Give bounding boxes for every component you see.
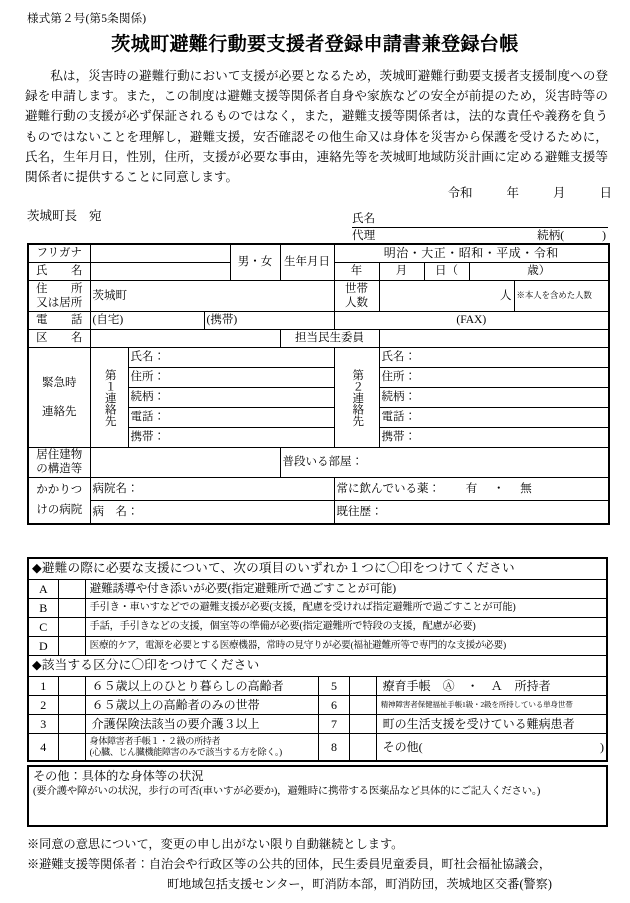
- birthdate-label: 生年月日: [280, 244, 334, 281]
- category-checkbox-8[interactable]: [349, 734, 376, 762]
- category-section-heading: ◆該当する区分に〇印をつけてください: [28, 656, 607, 677]
- household-count-note: ※本人を含めた人数: [514, 281, 609, 312]
- category-num-3: 3: [28, 715, 58, 734]
- medicine-separator: ・: [493, 482, 505, 495]
- category-num-5: 5: [319, 677, 349, 696]
- contact2-address[interactable]: 住所：: [379, 368, 609, 388]
- day-label: 日: [599, 186, 612, 200]
- footnotes: [27, 834, 610, 894]
- category-text-1: ６５歳以上のひとり暮らしの高齢者: [85, 677, 319, 696]
- category-text-6: 精神障害者保健福祉手帳1級・2級を所持している単身世帯: [376, 696, 607, 715]
- regular-medicine-label: 常に飲んでいる薬：: [336, 482, 440, 495]
- category-text-4-line2: (心臓、じん臓機能障害のみで該当する方を除く。): [89, 747, 282, 757]
- support-heading-row: [28, 558, 607, 580]
- page-title: 茨城町避難行動要支援者登録申請書兼登録台帳: [111, 34, 519, 55]
- support-text-a: 避難誘導や付き添いが必要(指定避難所で過ごすことが可能): [85, 580, 607, 599]
- hospital-row-1: [28, 477, 609, 500]
- signature-relation-label: 続柄( ): [537, 229, 606, 242]
- category-text-8-label: その他(: [382, 739, 423, 754]
- category-text-5: 療育手帳 Ⓐ ・ Ａ 所持者: [376, 677, 607, 696]
- category-heading-row: [28, 656, 607, 677]
- form-number: 様式第２号(第5条関係): [27, 13, 147, 25]
- category-checkbox-2[interactable]: [58, 696, 85, 715]
- building-structure-label: 居住建物 の構造等: [28, 448, 90, 478]
- other-condition-hint: (要介護や障がいの状況，歩行の可否(車いすが必要か)，避難時に携帯する医薬品など具体的にご記入ください。): [33, 786, 541, 797]
- support-key-d: D: [28, 637, 58, 656]
- support-text-d: 医療的ケア，電源を必要とする医療機器，常時の見守りが必要(福祉避難所等で専門的な支援が必要): [85, 637, 607, 656]
- address-label: 住 所 又は居所: [28, 281, 90, 312]
- category-row-3: [28, 715, 607, 734]
- footnote-2: ※避難支援等関係者：自治会や行政区等の公共的団体，民生委員児童委員，町社会福祉協議会，: [27, 857, 552, 871]
- category-text-4-line1: 身体障害者手帳１・２級の所持者: [89, 735, 221, 746]
- category-row-2: [28, 696, 607, 715]
- telephone-home-input[interactable]: (自宅): [90, 312, 204, 330]
- addressee: [27, 206, 102, 224]
- other-condition-title: その他：具体的な身体等の状況: [33, 769, 204, 783]
- category-text-4: [85, 734, 319, 762]
- birth-year-label: 年: [334, 263, 379, 281]
- support-and-category-table: [27, 557, 608, 762]
- telephone-mobile-input[interactable]: (携帯): [204, 312, 334, 330]
- welfare-officer-label: 担当民生委員: [280, 330, 379, 348]
- category-text-7: 町の生活支援を受けている難病患者: [376, 715, 607, 734]
- address-input[interactable]: 茨城町: [90, 281, 334, 312]
- district-row: [28, 330, 609, 348]
- other-condition-box[interactable]: [27, 765, 608, 827]
- category-num-2: 2: [28, 696, 58, 715]
- address-row: [28, 281, 609, 312]
- addressee-suffix: 宛: [89, 209, 102, 223]
- category-checkbox-7[interactable]: [349, 715, 376, 734]
- medicine-no-option[interactable]: 無: [520, 482, 532, 495]
- date-line: [0, 183, 612, 201]
- contact2-mobile[interactable]: 携帯：: [379, 428, 609, 448]
- support-checkbox-a[interactable]: [58, 580, 85, 599]
- regular-medicine-field[interactable]: [334, 477, 609, 500]
- contact2-relation[interactable]: 続柄：: [379, 388, 609, 408]
- support-key-b: B: [28, 599, 58, 618]
- support-row-a: [28, 580, 607, 599]
- category-num-4: 4: [28, 734, 58, 762]
- support-key-a: A: [28, 580, 58, 599]
- contact1-tel[interactable]: 電話：: [128, 408, 334, 428]
- year-label: 年: [506, 186, 519, 200]
- support-checkbox-c[interactable]: [58, 618, 85, 637]
- furigana-input[interactable]: [90, 244, 230, 263]
- support-row-b: [28, 599, 607, 618]
- footnote-1: ※同意の意思について，変更の申し出がない限り自動継続とします。: [27, 837, 404, 851]
- category-checkbox-6[interactable]: [349, 696, 376, 715]
- contact1-address[interactable]: 住所：: [128, 368, 334, 388]
- birth-day-label: 日（: [424, 263, 469, 281]
- category-text-3: 介護保険法該当の要介護３以上: [85, 715, 319, 734]
- contact2-label: 第２連絡先: [334, 348, 379, 448]
- medicine-yes-option[interactable]: 有: [465, 482, 478, 495]
- category-checkbox-5[interactable]: [349, 677, 376, 696]
- support-text-c: 手話，手引きなどの支援，個室等の準備が必要(指定避難所で特段の支援，配慮が必要): [85, 618, 607, 637]
- support-row-d: [28, 637, 607, 656]
- district-input[interactable]: [90, 330, 280, 348]
- category-text-2: ６５歳以上の高齢者のみの世帯: [85, 696, 319, 715]
- furigana-label: フリガナ: [28, 244, 90, 263]
- district-label: 区 名: [28, 330, 90, 348]
- telephone-row: [28, 312, 609, 330]
- consent-paragraph: 私は，災害時の避難行動において支援が必要となるため，茨城町避難行動要支援者支援制度への登録を申請します。また，この制度は避難支援等関係者自身や家族などの安全が前提のため，災害時等の避難行動の支援が必ず保証されるものではなく，また，避難支援等関係者は，法的な責任や義務を負うものではないことを理解し，避難支援，安否確認その他生命又は身体を災害から保護を受けるために，氏名，生年月日，性別，住所，支援が必要な事由，連絡先等を茨城町地域防災計画に定める避難支援等関係者に提供することに同意します。: [25, 69, 608, 185]
- support-text-b: 手引き・車いすなどでの避難支援が必要(支援，配慮を受ければ指定避難所で過ごすことが可能): [85, 599, 607, 618]
- footnote-2-continued: 町地域包括支援センター，町消防本部，町消防団，茨城地区交番(警察): [167, 877, 552, 891]
- hospital-name-input[interactable]: 病院名：: [90, 477, 334, 500]
- contact1-name[interactable]: 氏名：: [128, 348, 334, 368]
- contact2-tel[interactable]: 電話：: [379, 408, 609, 428]
- telephone-label: 電 話: [28, 312, 90, 330]
- emergency-contact-label: 緊急時 連絡先: [28, 348, 90, 448]
- category-num-6: 6: [319, 696, 349, 715]
- name-label: 氏 名: [28, 263, 90, 281]
- support-checkbox-d[interactable]: [58, 637, 85, 656]
- household-count-input[interactable]: 人: [379, 281, 514, 312]
- category-row-1: [28, 677, 607, 696]
- support-checkbox-b[interactable]: [58, 599, 85, 618]
- signature-agent-label: 代理: [352, 229, 376, 242]
- era-options[interactable]: 明治・大正・昭和・平成・令和: [334, 244, 609, 263]
- contact1-relation[interactable]: 続柄：: [128, 388, 334, 408]
- contact2-name[interactable]: 氏名：: [379, 348, 609, 368]
- disease-name-input[interactable]: 病 名：: [90, 500, 334, 524]
- contact1-mobile[interactable]: 携帯：: [128, 428, 334, 448]
- medical-history-input[interactable]: 既往歴：: [334, 500, 609, 524]
- emergency-contact-row-1: [28, 348, 609, 368]
- building-structure-input[interactable]: [90, 448, 280, 478]
- hospital-row-2: [28, 500, 609, 524]
- era-label: 令和: [447, 186, 473, 200]
- support-key-c: C: [28, 618, 58, 637]
- applicant-details-table: [27, 243, 610, 525]
- support-section-heading: ◆避難の際に必要な支援について、次の項目のいずれか１つに〇印をつけてください: [28, 558, 607, 580]
- furigana-row: [28, 244, 609, 263]
- support-row-c: [28, 618, 607, 637]
- category-row-4: [28, 734, 607, 762]
- usual-room-input[interactable]: 普段いる部屋：: [280, 448, 609, 478]
- addressee-name: 茨城町長: [27, 209, 78, 223]
- household-count-label: 世帯 人数: [334, 281, 379, 312]
- signature-name-label: 氏名: [352, 212, 376, 225]
- gender-cell[interactable]: 男・女: [230, 244, 280, 281]
- building-structure-row: [28, 448, 609, 478]
- telephone-fax-input[interactable]: (FAX): [334, 312, 609, 330]
- contact1-label: 第１連絡先: [90, 348, 128, 448]
- category-checkbox-4[interactable]: [58, 734, 85, 762]
- signature-name-row[interactable]: [352, 211, 608, 228]
- category-num-1: 1: [28, 677, 58, 696]
- category-num-7: 7: [319, 715, 349, 734]
- category-text-8-close: ): [600, 739, 604, 754]
- name-input[interactable]: [90, 263, 230, 281]
- month-label: 月: [552, 186, 566, 200]
- birth-month-label: 月: [379, 263, 424, 281]
- welfare-officer-input[interactable]: [379, 330, 609, 348]
- category-num-8: 8: [319, 734, 349, 762]
- age-label: 歳）: [469, 263, 609, 281]
- category-checkbox-3[interactable]: [58, 715, 85, 734]
- category-text-8[interactable]: [376, 734, 607, 762]
- family-hospital-label: かかりつ けの病院: [28, 477, 90, 524]
- signature-block: [352, 211, 608, 245]
- category-checkbox-1[interactable]: [58, 677, 85, 696]
